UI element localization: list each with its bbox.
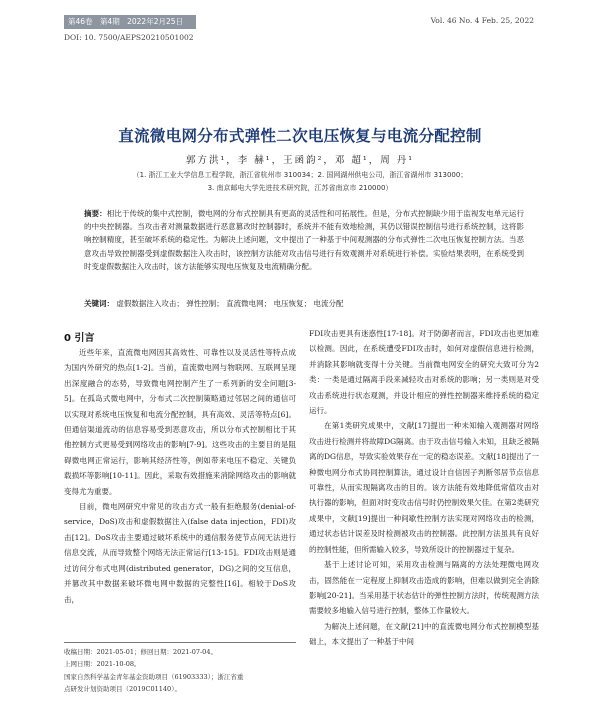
body-paragraph: 目前，微电网研究中常见的攻击方式一般有拒绝服务(denial-of-service，DoS)攻击和虚假数据注入(false data injection，FDI)攻击[12]。DoS攻击主要通过破坏系统中的通信服务使节点间无法进行信息交流，从而导致整个网络无法正常运行[13-15]。FDI攻击则是通过访问分布式电网(distributed generator，DG)之间的交互信息，并篡改其中数据来破坏微电网中数据的完整性[16]。相较于DoS攻击， xyxy=(64,502,296,604)
keyword: 直流微电网 xyxy=(226,299,264,308)
body-paragraph: 为解决上述问题，在文献[21]中的直流微电网分布式控制模型基础上，本文提出了一种基于中间 xyxy=(309,621,539,647)
journal-header xyxy=(0,0,600,52)
footnote: 国家自然科学基金青年基金资助项目（61903333）；浙江省重 xyxy=(64,672,244,681)
keywords-label: 关键词： xyxy=(84,299,114,308)
author-list: 郭方洪¹，李 赫¹，王函韵²，邓 超¹，周 丹¹ xyxy=(185,155,415,166)
keyword: 电压恢复 xyxy=(273,299,304,308)
keyword: 电流分配 xyxy=(313,299,344,308)
issue: 第4期 xyxy=(99,17,120,26)
left-column xyxy=(64,345,296,607)
keyword: 弹性控制 xyxy=(186,299,217,308)
abstract-text: 相比于传统的集中式控制，微电网的分布式控制具有更高的灵活性和可拓展性。但是，分布式控制缺少用于监视发电单元运行的中央控制器。当攻击者对测量数据进行恶意篡改时控制器时，系统并不能有效地检测，其仍以错误控制信号进行系统控制，这将影响控制精度，甚至破坏系统的稳定性。为解决上述问题，文中提出了一种基于中间观测器的分布式弹性二次电压恢复控制方法。当恶意攻击导致控制器受到虚假数据注入攻击时，该控制方法能对攻击信号进行有效观测并对系统进行补偿。实验结果表明，在系统受到时变虚假数据注入攻击时，该方法能够实现电压恢复及电流精确分配。 xyxy=(84,209,524,271)
issue-date: 2022年2月25日 xyxy=(127,17,184,26)
abstract-label: 摘要： xyxy=(84,209,107,218)
volume: 第46卷 xyxy=(68,17,93,26)
footnote: 点研发计划资助项目（2019C01140）。 xyxy=(64,684,181,693)
body-paragraph: FDI攻击更具有迷惑性[17-18]。对于防御者而言，FDI攻击也更加难以检测。因此，在系统遭受FDI攻击时，如何对虚假信息进行检测，并消除其影响就变得十分关键。当前微电网安全的研究大致可分为2类：一类是通过隔离手段来减轻攻击对系统的影响；另一类则是对受攻击系统进行状态观测，并设计相应的弹性控制器来维持系统的稳定运行。 xyxy=(309,329,539,416)
footnote-divider xyxy=(64,642,296,643)
body-paragraph: 基于上述讨论可知，采用攻击检测与隔离的方法处理微电网攻击，固然能在一定程度上抑制攻击造成的影响，但难以做到完全消除影响[20-21]。当采用基于状态估计的弹性控制方法时，传统观测方法需要较多地输入信号进行控制，整体工作量较大。 xyxy=(309,560,539,616)
affiliation-line: 3. 南京邮电大学先进技术研究院，江苏省南京市 210000） xyxy=(207,184,393,192)
affiliation-line: （1. 浙江工业大学信息工程学院，浙江省杭州市 310034；2. 国网湖州供电公司，浙江省湖州市 313000； xyxy=(132,171,468,179)
abstract xyxy=(84,207,524,273)
keywords: 关键词： 虚假数据注入攻击； 弹性控制； 直流微电网； 电压恢复； 电流分配 xyxy=(84,299,344,308)
english-issue-info: Vol. 46 No. 4 Feb. 25, 2022 xyxy=(430,16,534,25)
footnote: 收稿日期：2021-05-01；修回日期：2021-07-04。 xyxy=(64,648,217,656)
body-paragraph: 在第1类研究成果中，文献[17]提出一种未知输入观测器对网络攻击进行检测并将故障DG隔离。由于攻击信号输入未知，且缺乏被隔离的DG信息，导致实验效果存在一定的稳态误差。文献[18]提出了一种微电网分布式协同控制算法，通过设计自信因子判断邻居节点信息可靠性，从而实现隔离攻击的目的。该方法能有效地降低常值攻击对执行器的影响，但面对时变攻击信号时仍控制效果欠佳。在第2类研究成果中，文献[19]提出一种间歇性控制方法实现对网络攻击的检测，通过状态估计误差及时检测被攻击的控制器。此控制方法虽具有良好的控制性能，但所需输入较多，导致所设计的控制器过于复杂。 xyxy=(309,421,539,554)
body-paragraph: 近些年来，直流微电网因其高效性、可靠性以及灵活性等特点成为国内外研究的热点[1-2]。当前，直流微电网与物联网、互联网呈现出深度融合的态势，导致微电网控制产生了一系列新的安全问题[3-5]。在孤岛式微电网中，分布式二次控制策略通过邻居之间的通信可以实现对系统电压恢复和电流分配控制，具有高效、灵活等特点[6]。但通信渠道流动的信息容易受到恶意攻击，所以分布式控制相比于其他控制方式更易受到网络攻击的影响[7-9]。这些攻击的主要目的是阻碍微电网正常运行，影响其经济性等，例如带来电压不稳定、关键负载损坏等影响[10-11]。因此，采取有效措施来消除网络攻击的影响就变得尤为重要。 xyxy=(64,348,296,496)
doi[interactable]: DOI: 10. 7500/AEPS20210501002 xyxy=(64,33,194,42)
issue-badge xyxy=(64,15,196,29)
keyword: 虚假数据注入攻击 xyxy=(116,299,177,308)
paper-title: 直流微电网分布式弹性二次电压恢复与电流分配控制 xyxy=(118,127,482,145)
footnotes xyxy=(64,646,296,695)
footnote: 上网日期：2021-10-08。 xyxy=(64,660,141,669)
section-heading: 0 引言 xyxy=(64,333,95,344)
right-column xyxy=(309,326,539,650)
